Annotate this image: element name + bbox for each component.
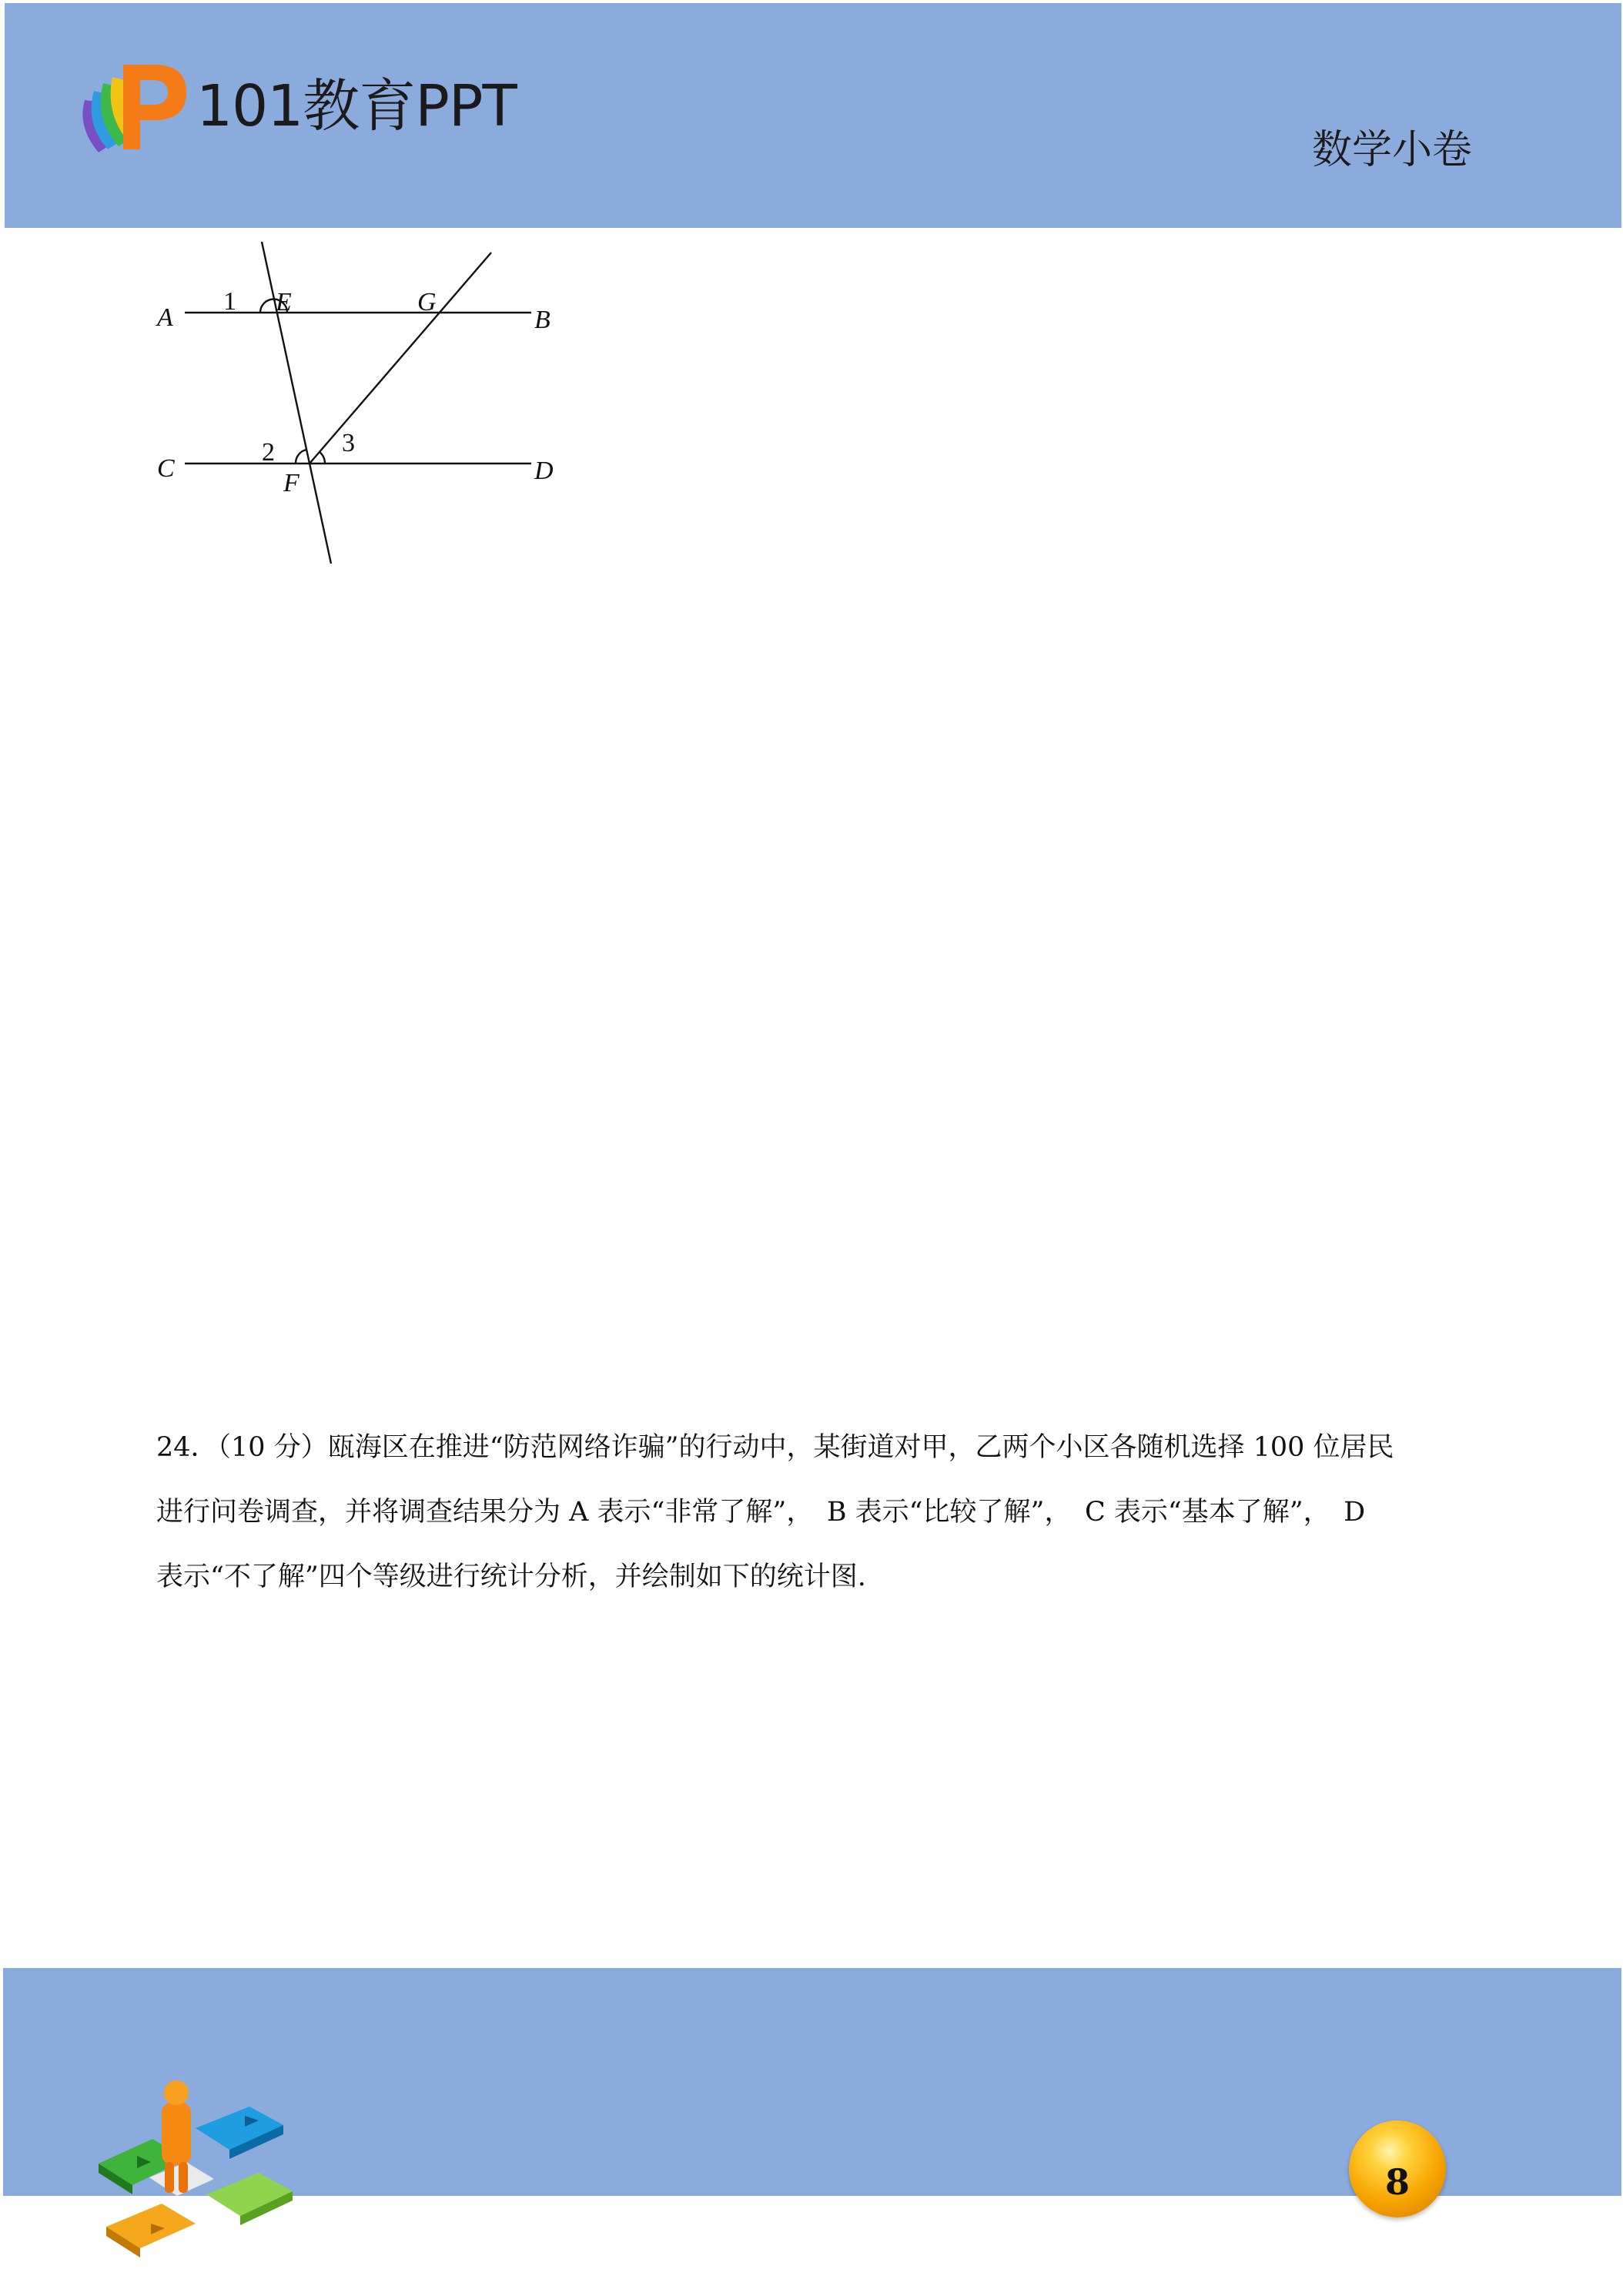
label-angle-3: 3 <box>342 429 355 457</box>
brand-name: 101教育PPT <box>196 73 517 139</box>
label-F: F <box>283 469 300 497</box>
page-number: 8 <box>1384 2161 1410 2203</box>
angle-3-arc <box>320 452 325 464</box>
label-G: G <box>417 288 437 316</box>
label-angle-1: 1 <box>223 287 236 316</box>
page-number-badge <box>1349 2120 1446 2217</box>
question-line-1: 24．（10 分）瓯海区在推进“防范网络诈骗”的行动中，某街道对甲，乙两个小区各随机选择 100 位居民 <box>156 1432 1394 1463</box>
line-FG <box>310 253 491 464</box>
label-E: E <box>276 288 292 316</box>
question-line-3: 表示“不了解”四个等级进行统计分析，并绘制如下的统计图. <box>156 1561 866 1592</box>
label-A: A <box>157 303 173 332</box>
page-title: 数学小卷 <box>1311 127 1472 173</box>
angle-2-arc <box>296 450 306 464</box>
label-B: B <box>534 306 550 334</box>
label-D: D <box>534 457 554 485</box>
parallel-lines-figure <box>146 236 577 574</box>
figure-on-tiles-icon <box>91 2079 299 2264</box>
transversal-EF <box>262 242 331 564</box>
question-24 <box>156 1415 1481 1609</box>
label-angle-2: 2 <box>262 438 275 467</box>
brand-logo-icon <box>74 54 189 159</box>
label-C: C <box>157 454 175 483</box>
question-line-2: 进行问卷调查，并将调查结果分为 A 表示“非常了解”， B 表示“比较了解”， C 表示“基本了解”， D <box>156 1497 1366 1528</box>
